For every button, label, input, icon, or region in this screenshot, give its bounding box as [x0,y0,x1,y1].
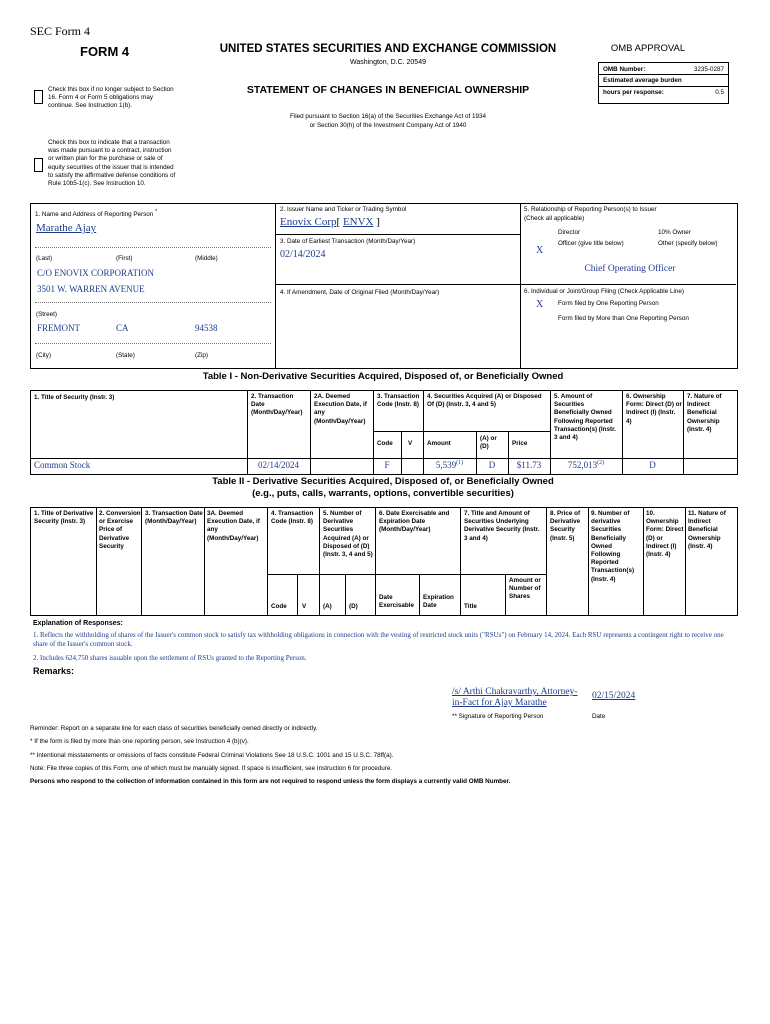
t2-col8-header: 8. Price of Derivative Security (Instr. 5) [550,510,581,542]
officer-check-mark[interactable]: X [536,245,544,256]
omb-burden-label: Estimated average burden [603,77,682,84]
t2-col10-header: 10. Ownership Form: Direct (D) or Indirect (I) (Instr. 4) [646,510,684,559]
t1-col1-header: 1. Title of Security (Instr. 3) [34,394,115,401]
city-value: FREMONT [37,323,81,333]
t2-v-header: V [302,603,307,610]
explanation-title: Explanation of Responses: [33,620,123,627]
t1-col6-header: 6. Ownership Form: Direct (D) or Indirect (I) (Instr. 4) [626,393,682,425]
issuer-name[interactable]: Enovix Corp [280,216,337,228]
agency-location: Washington, D.C. 20549 [349,59,426,66]
filed-pursuant-line1: Filed pursuant to Section 16(a) of the Securities Exchange Act of 1934 [289,113,487,120]
rule-10b5-note: Check this box to indicate that a transaction was made pursuant to a contract, instruction or written plan for the purchase or sale of equity securities of the issuer that is intended to satisfy the affirmative defense conditions of Rule 10b5-1(c). See Instruction 10. [48,139,176,188]
t1-col7-header: 7. Nature of Indirect Beneficial Ownership (Instr. 4) [687,393,722,433]
omb-hours-value: 0.5 [715,89,724,96]
officer-title: Chief Operating Officer [584,264,676,274]
zip-label: (Zip) [195,352,208,359]
t1-acquired-disposed: D [488,460,496,470]
form-one-person-option[interactable]: Form filed by One Reporting Person [558,300,659,307]
t2-col11-header: 11. Nature of Indirect Beneficial Ownership (Instr. 4) [688,510,726,550]
box5-label: 5. Relationship of Reporting Person(s) to Issuer [524,206,657,213]
omb-number-value: 3235-0287 [693,66,724,73]
omb-box [598,62,729,104]
agency-title: UNITED STATES SECURITIES AND EXCHANGE COMMISSION [219,43,557,55]
zip-value: 94538 [195,323,218,333]
t2-col1-header: 1. Title of Derivative Security (Instr. 3) [34,510,94,526]
state-value: CA [116,323,129,333]
t2-amount-header: Amount or Number of Shares [509,577,541,601]
footer-note-2: ** Intentional misstatements or omissions of facts constitute Federal Criminal Violations See 18 U.S.C. 1001 and 15 U.S.C. 78ff(a). [30,752,394,759]
state-label: (State) [116,352,135,359]
t2-col5-header: 5. Number of Derivative Securities Acquired (A) or Disposed of (D) (Instr. 3, 4 and 5) [323,510,373,559]
city-label: (City) [36,352,52,359]
issuer-ticker[interactable]: ENVX [342,216,374,228]
box2-label: 2. Issuer Name and Ticker or Trading Symbol [280,206,407,213]
t1-security-title: Common Stock [34,460,91,470]
t1-aord-header: (A) or (D) [480,435,497,451]
t2-col2-header: 2. Conversion or Exercise Price of Derivative Security [99,510,141,550]
t2-col4-header: 4. Transaction Code (Instr. 8) [271,510,314,526]
box6-label: 6. Individual or Joint/Group Filing (Check Applicable Line) [524,288,684,295]
footnote-1: 1. Reflects the withholding of shares of the Issuer's common stock to satisfy tax withholding obligations in connection with the vesting of restricted stock units ("RSUs") on February 14, 2024. Each RSU represents a contingent right to receive one share of the Issuer's common stock. [33,631,724,648]
t1-code-header: Code [377,440,393,447]
t1-col5-header: 5. Amount of Securities Beneficially Owned Following Reported Transaction(s) (Instr. 3 and 4) [554,393,616,442]
t1-amount-owned: 752,013$^{(2)}$ [567,460,605,470]
section16-note: Check this box if no longer subject to Section 16. Form 4 or Form 5 obligations may continue. See Instruction 1(b). [48,86,174,110]
table2-subtitle: (e.g., puts, calls, warrants, options, convertible securities) [252,488,514,499]
statement-title: STATEMENT OF CHANGES IN BENEFICIAL OWNERSHIP [246,84,530,96]
t2-col7-header: 7. Title and Amount of Securities Underlying Derivative Security (Instr. 3 and 4) [464,510,540,542]
t2-title-header: Title [464,603,477,610]
t1-price-header: Price [512,440,528,447]
last-name-label: (Last) [36,255,53,262]
street-label: (Street) [36,311,57,318]
footer-omb-notice: Persons who respond to the collection of information contained in this form are not required to respond unless the form displays a currently valid OMB Number. [30,778,511,785]
t1-amount: 5,539$^{(1)}$ [435,460,464,470]
signature-date: 02/15/2024 [592,691,636,701]
address-line1: C/O ENOVIX CORPORATION [37,268,155,278]
t1-ownership-form: D [649,460,656,470]
footer-note-3: Note: File three copies of this Form, one of which must be manually signed. If space is insufficient, see Instruction 6 for procedure. [30,765,393,772]
t1-col3-header: 3. Transaction Code (Instr. 8) [377,393,420,409]
form-title: FORM 4 [80,44,130,59]
sec-form-label: SEC Form 4 [30,24,91,38]
box1-label: 1. Name and Address of Reporting Person * [35,209,158,219]
form-multiple-persons-option[interactable]: Form filed by More than One Reporting Person [558,315,689,322]
t1-transaction-code: F [384,460,390,470]
remarks-label: Remarks: [33,666,75,676]
address-line2: 3501 W. WARREN AVENUE [37,284,145,294]
t2-exercisable-header: Date Exercisable [379,594,415,610]
section16-checkbox[interactable] [34,90,43,104]
middle-name-label: (Middle) [195,255,218,262]
table1-title: Table I - Non-Derivative Securities Acquired, Disposed of, or Beneficially Owned [202,371,564,382]
omb-hours-label: hours per response: [603,89,664,96]
reporting-person-name[interactable]: Marathe Ajay [36,222,97,234]
t2-expiration-header: Expiration Date [423,594,454,610]
signature-label: ** Signature of Reporting Person [452,713,544,720]
officer-option[interactable]: Officer (give title below) [558,240,624,247]
earliest-transaction-date: 02/14/2024 [280,249,326,260]
t2-a-header: (A) [323,603,332,610]
t1-col4-header: 4. Securities Acquired (A) or Disposed Of (D) (Instr. 3, 4 and 5) [427,393,542,409]
signature-date-label: Date [592,713,606,720]
t1-col2-header: 2. Transaction Date (Month/Day/Year) [251,393,303,417]
omb-approval-title: OMB APPROVAL [610,43,686,54]
rule-10b5-checkbox[interactable] [34,158,43,172]
director-option[interactable]: Director [558,229,581,236]
t1-amount-header: Amount [427,440,451,447]
box5-sub: (Check all applicable) [524,215,585,222]
ten-percent-owner-option[interactable]: 10% Owner [658,229,691,236]
t2-col6-header: 6. Date Exercisable and Expiration Date (Month/Day/Year) [379,510,450,534]
omb-number-label: OMB Number: [603,66,646,73]
footer-reminder: Reminder: Report on a separate line for each class of securities beneficially owned directly or indirectly. [30,725,318,732]
t2-code-header: Code [271,603,287,610]
signature: /s/ Arthi Chakravarthy, Attorney-in-Fact for Ajay Marathe [452,687,578,708]
issuer-line: Enovix Corp[ ENVX ] [280,216,380,228]
t1-price: $11.73 [516,460,542,470]
footnote-2: 2. Includes 624,750 shares issuable upon the settlement of RSUs granted to the Reporting Person. [33,654,307,662]
box4-label: 4. If Amendment, Date of Original Filed (Month/Day/Year) [280,289,440,296]
filed-pursuant-line2: or Section 30(h) of the Investment Company Act of 1940 [309,122,467,129]
box3-label: 3. Date of Earliest Transaction (Month/Day/Year) [280,238,416,245]
t2-col9-header: 9. Number of derivative Securities Beneficially Owned Following Reported Transaction(s) (Instr. 4) [591,510,635,583]
t1-transaction-date: 02/14/2024 [257,460,299,470]
other-option[interactable]: Other (specify below) [658,240,718,247]
t1-col2a-header: 2A. Deemed Execution Date, if any (Month/Day/Year) [314,393,367,425]
t2-col3a-header: 3A. Deemed Execution Date, if any (Month/Day/Year) [207,510,260,542]
t2-col3-header: 3. Transaction Date (Month/Day/Year) [145,510,203,526]
footer-note-1: * If the form is filed by more than one reporting person, see Instruction 4 (b)(v). [30,738,249,745]
first-name-label: (First) [116,255,133,262]
table2-title: Table II - Derivative Securities Acquired, Disposed of, or Beneficially Owned [212,476,554,487]
t2-d-header: (D) [349,603,358,610]
t1-v-header: V [408,440,413,447]
one-person-check-mark[interactable]: X [536,299,544,310]
